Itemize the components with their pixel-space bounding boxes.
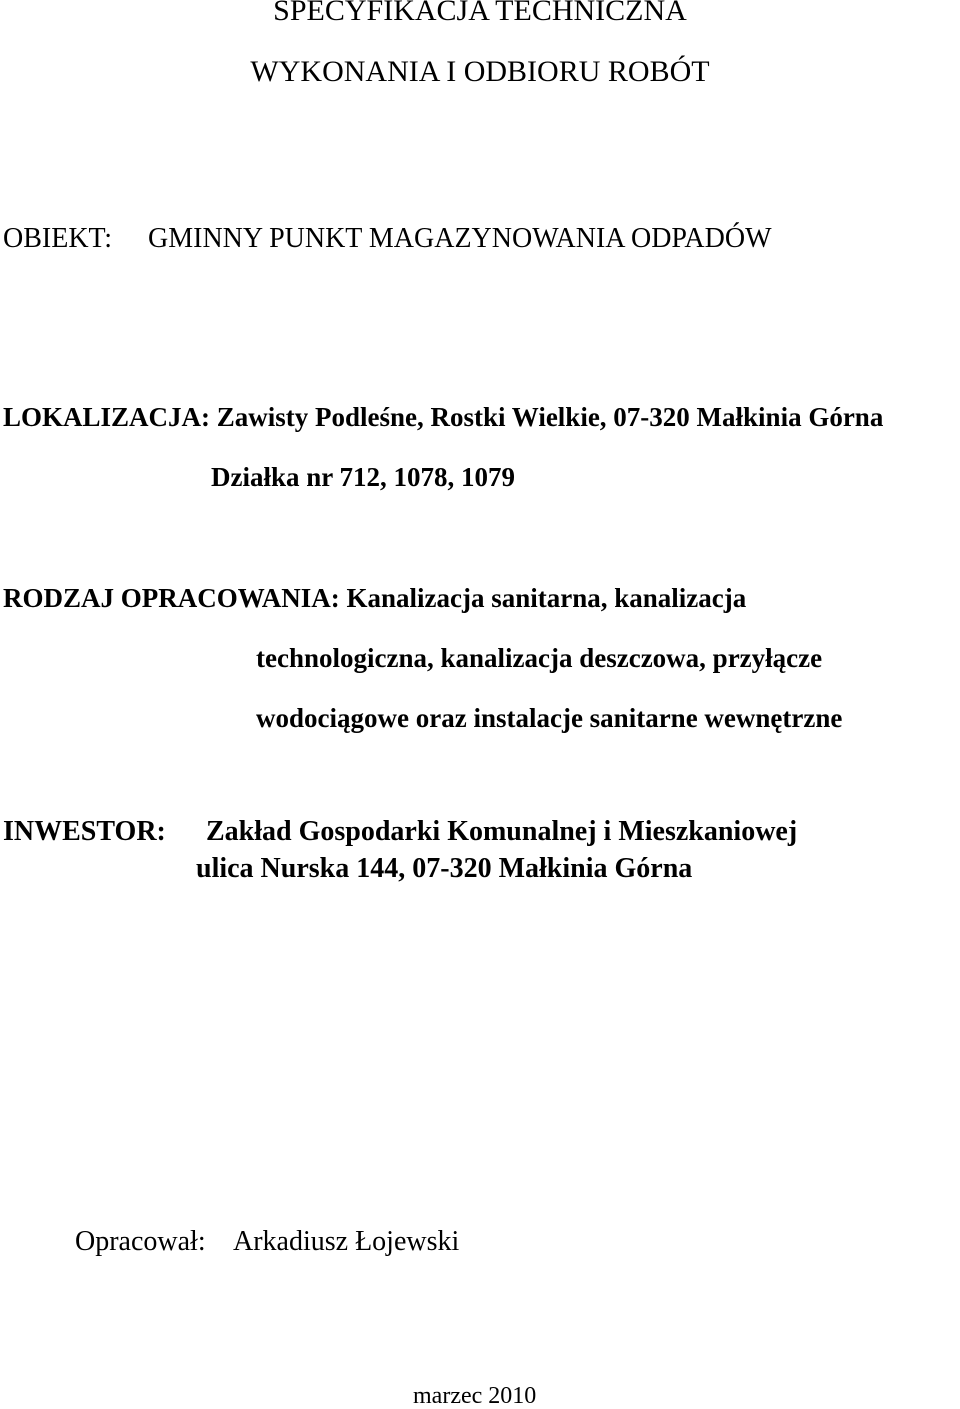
location-line-2: Działka nr 712, 1078, 1079 [211, 462, 516, 492]
author-label: Opracował: [75, 1226, 206, 1257]
scope-line-1: RODZAJ OPRACOWANIA: Kanalizacja sanitarna, kanalizacja [3, 583, 747, 613]
investor-address: ulica Nurska 144, 07-320 Małkinia Górna [196, 853, 693, 884]
object-value: GMINNY PUNKT MAGAZYNOWANIA ODPADÓW [148, 223, 772, 254]
document-date: marzec 2010 [413, 1383, 537, 1409]
document-title-line-2: WYKONANIA I ODBIORU ROBÓT [250, 55, 710, 88]
author-name: Arkadiusz Łojewski [233, 1226, 460, 1257]
investor-label: INWESTOR: [3, 816, 166, 847]
scope-line-3: wodociągowe oraz instalacje sanitarne wewnętrzne [256, 703, 843, 733]
object-label: OBIEKT: [3, 223, 113, 254]
location-line-1: LOKALIZACJA: Zawisty Podleśne, Rostki Wielkie, 07-320 Małkinia Górna [3, 402, 884, 432]
investor-name: Zakład Gospodarki Komunalnej i Mieszkaniowej [206, 816, 798, 847]
scope-line-2: technologiczna, kanalizacja deszczowa, przyłącze [256, 643, 823, 673]
document-title-line-1: SPECYFIKACJA TECHNICZNA [273, 0, 687, 27]
